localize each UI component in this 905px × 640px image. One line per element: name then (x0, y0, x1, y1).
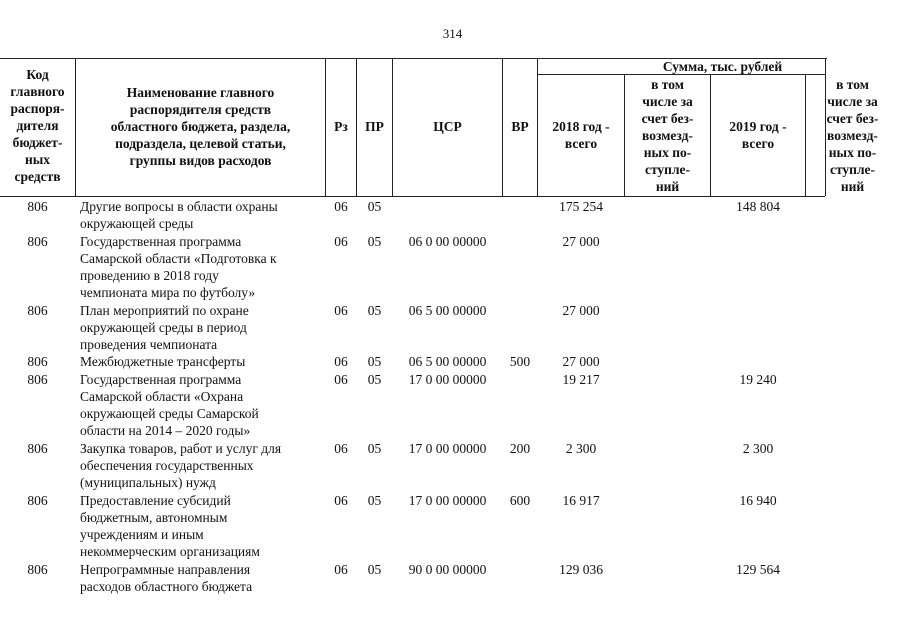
header-rz: Рз (334, 119, 348, 134)
row-8-code: 806 (27, 562, 48, 577)
row-8-name: Непрограммные направления расходов областного бюджета (80, 562, 253, 594)
row-1-pr: 05 (367, 199, 382, 214)
header-2018-total: 2018 год - всего (552, 119, 610, 151)
row-6-2019: 2 300 (742, 441, 774, 456)
row-6-pr: 05 (367, 441, 382, 456)
row-4-2018: 27 000 (562, 354, 600, 369)
header-2019-total: 2019 год - всего (729, 119, 787, 151)
header-pr: ПР (365, 119, 384, 134)
row-1-2019: 148 804 (736, 199, 780, 214)
row-4-name: Межбюджетные трансферты (80, 354, 246, 369)
row-7-code: 806 (27, 493, 48, 508)
row-2-name: Государственная программа Самарской области «Подготовка к проведению в 2018 году чемпионата мира по футболу» (80, 234, 277, 300)
row-6-rz: 06 (334, 441, 348, 456)
row-6-code: 806 (27, 441, 48, 456)
row-7-vr: 600 (509, 493, 531, 508)
header-2019-gratuitous: в том числе за счет без- возмезд- ных по- ступле- ний (826, 77, 879, 194)
row-5-pr: 05 (367, 372, 382, 387)
header-code: Код главного распоря- дителя бюджет- ных средств (10, 67, 65, 184)
row-5-2019: 19 240 (739, 372, 777, 387)
row-3-code: 806 (27, 303, 48, 318)
row-3-name: План мероприятий по охране окружающей среды в период проведения чемпионата (80, 303, 249, 352)
row-1-rz: 06 (334, 199, 348, 214)
row-6-2018: 2 300 (565, 441, 597, 456)
page-number: 314 (442, 26, 463, 41)
header-2018-gratuitous: в том числе за счет без- возмезд- ных по- ступле- ний (641, 77, 694, 194)
row-5-csr: 17 0 00 00000 (408, 372, 487, 387)
row-3-csr: 06 5 00 00000 (408, 303, 487, 318)
row-1-code: 806 (27, 199, 48, 214)
row-7-2018: 16 917 (562, 493, 600, 508)
header-name: Наименование главного распорядителя средств областного бюджета, раздела, подраздела, целевой статьи, группы видов расходов (110, 85, 291, 168)
header-vr: ВР (511, 119, 529, 134)
row-1-name: Другие вопросы в области охраны окружающей среды (80, 199, 278, 231)
row-5-rz: 06 (334, 372, 348, 387)
row-2-2018: 27 000 (562, 234, 600, 249)
header-sum: Сумма, тыс. рублей (662, 59, 783, 74)
header-csr: ЦСР (433, 119, 462, 134)
row-8-pr: 05 (367, 562, 382, 577)
row-8-csr: 90 0 00 00000 (408, 562, 487, 577)
header-bottom-border (0, 196, 825, 197)
row-3-pr: 05 (367, 303, 382, 318)
row-4-pr: 05 (367, 354, 382, 369)
row-1-2018: 175 254 (559, 199, 603, 214)
row-4-rz: 06 (334, 354, 348, 369)
row-6-vr: 200 (509, 441, 531, 456)
row-2-rz: 06 (334, 234, 348, 249)
row-7-rz: 06 (334, 493, 348, 508)
row-2-pr: 05 (367, 234, 382, 249)
row-4-vr: 500 (509, 354, 531, 369)
row-8-2018: 129 036 (559, 562, 603, 577)
row-6-csr: 17 0 00 00000 (408, 441, 487, 456)
row-4-code: 806 (27, 354, 48, 369)
row-3-rz: 06 (334, 303, 348, 318)
row-5-name: Государственная программа Самарской области «Охрана окружающей среды Самарской области на 2014 – 2020 годы» (80, 372, 259, 438)
row-2-csr: 06 0 00 00000 (408, 234, 487, 249)
row-6-name: Закупка товаров, работ и услуг для обеспечения государственных (муниципальных) нужд (80, 441, 282, 490)
row-5-code: 806 (27, 372, 48, 387)
row-5-2018: 19 217 (562, 372, 600, 387)
row-7-2019: 16 940 (739, 493, 777, 508)
row-8-rz: 06 (334, 562, 348, 577)
table-top-border-left (0, 58, 537, 59)
row-7-csr: 17 0 00 00000 (408, 493, 487, 508)
row-3-2018: 27 000 (562, 303, 600, 318)
row-7-pr: 05 (367, 493, 382, 508)
row-2-code: 806 (27, 234, 48, 249)
row-8-2019: 129 564 (736, 562, 780, 577)
row-4-csr: 06 5 00 00000 (408, 354, 487, 369)
row-7-name: Предоставление субсидий бюджетным, автономным учреждениям и иным некоммерческим организациям (80, 493, 260, 559)
